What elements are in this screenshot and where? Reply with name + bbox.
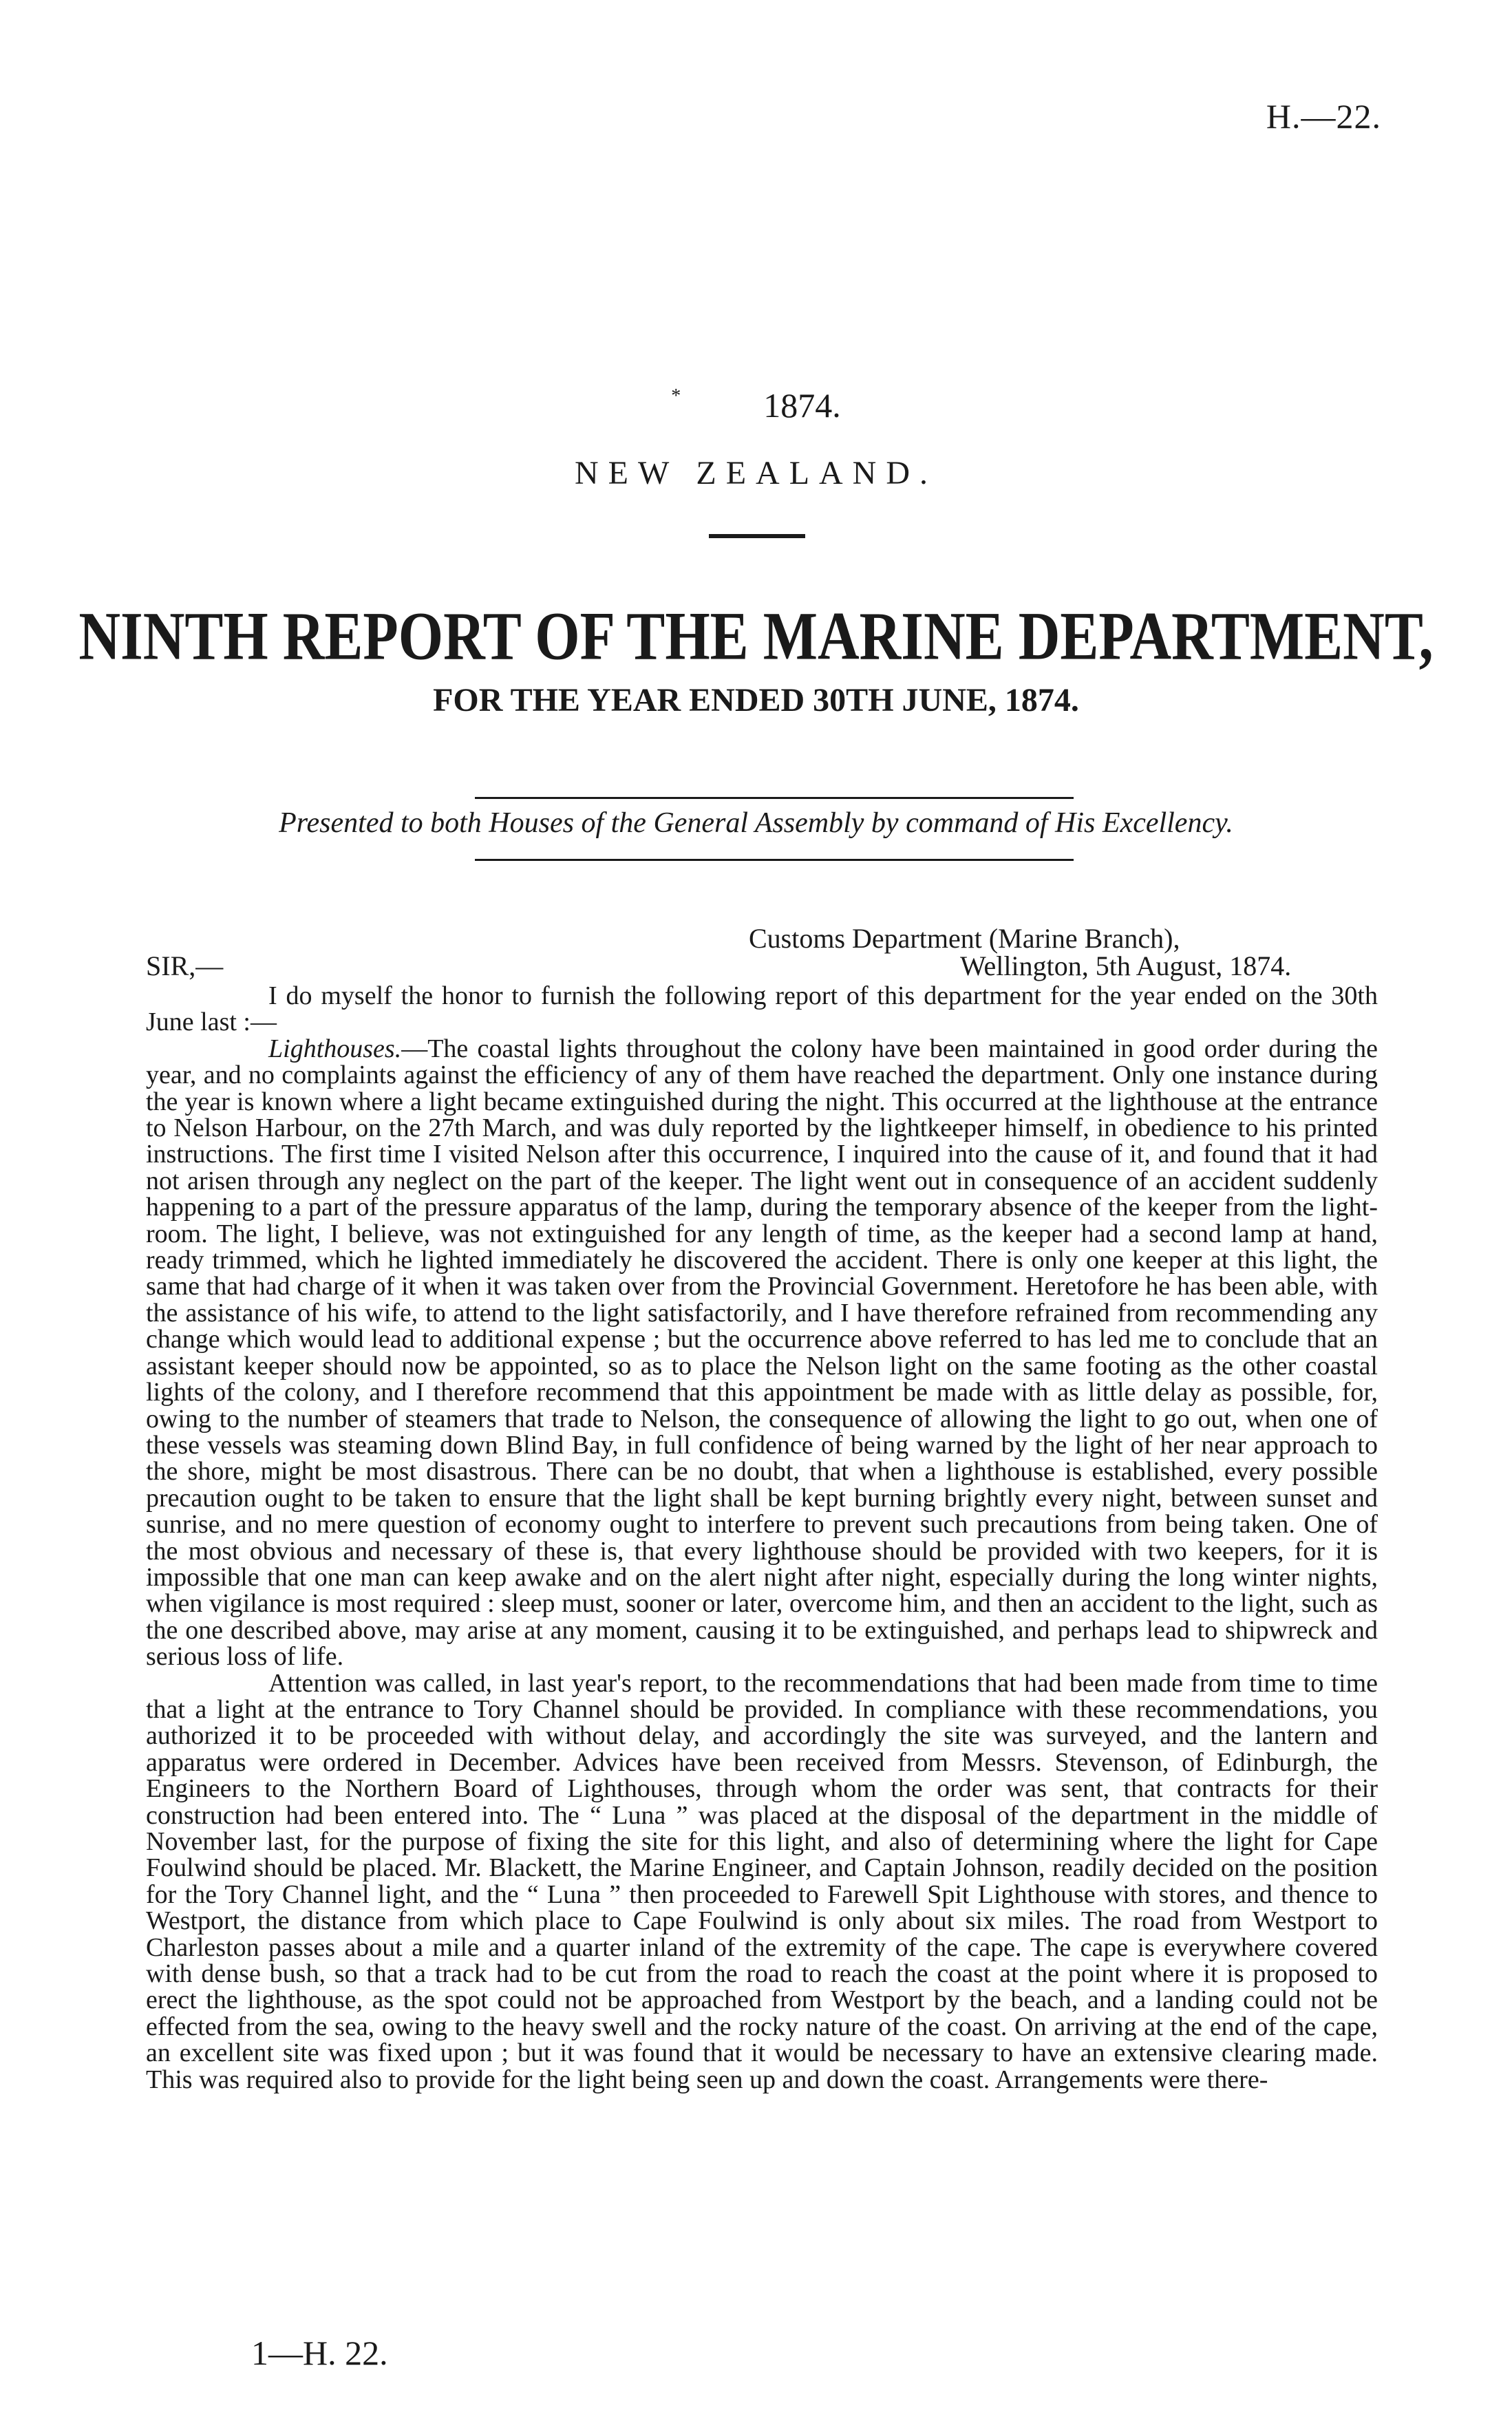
title-divider (709, 534, 805, 538)
presented-top-rule (475, 797, 1074, 799)
report-title: NINTH REPORT OF THE MARINE DEPARTMENT, (78, 599, 1434, 675)
intro-paragraph: I do myself the honor to furnish the following report of this department for the year ended on the 30th June last :— (146, 981, 1378, 1037)
lighthouses-paragraph (146, 1036, 1378, 1670)
salutation: SIR,— (146, 950, 224, 981)
country-heading: NEW ZEALAND. (574, 455, 938, 491)
sender-address-line-1: Customs Department (Marine Branch), (749, 923, 1180, 954)
letter-body (146, 983, 1378, 2093)
document-year: 1874. (763, 386, 841, 425)
presented-line: Presented to both Houses of the General Assembly by command of His Excellency. (279, 807, 1233, 839)
lighthouses-label: Lighthouses. (268, 1034, 402, 1063)
page-reference-footer: 1—H. 22. (251, 2334, 388, 2372)
tory-channel-paragraph: Attention was called, in last year's report, to the recommendations that had been made from time to time that a light at the entrance to Tory Channel should be provided. In compliance with these recommendations, you authorized it to be proceeded with without delay, and accordingly the site was surveyed, and the lantern and apparatus were ordered in December. Advices have been received from Messrs. Stevenson, of Edinburgh, the Engineers to the Northern Board of Lighthouses, through whom the order was sent, that contracts for their construction had been entered into. The “ Luna ” was placed at the disposal of the department in the middle of November last, for the purpose of fixing the site for this light, and also of determining where the light for Cape Foulwind should be placed. Mr. Blackett, the Marine Engineer, and Captain Johnson, readily decided on the position for the Tory Channel light, and the “ Luna ” then proceeded to Farewell Spit Lighthouse with stores, and thence to Westport, the distance from which place to Cape Foulwind is only about six miles. The road from Westport to Charleston passes about a mile and a quarter inland of the extremity of the cape. The cape is everywhere covered with dense bush, so that a track had to be cut from the road to reach the coast at the point where it is proposed to erect the lighthouse, as the spot could not be approached from Westport by the beach, and a landing could not be effected from the sea, owing to the heavy swell and the rocky nature of the coast. On arriving at the end of the cape, an excellent site was fixed upon ; but it was found that it would be necessary to have an extensive clearing made. This was required also to provide for the light being seen up and down the coast. Arrangements were there- (146, 1668, 1378, 2094)
report-subtitle: FOR THE YEAR ENDED 30TH JUNE, 1874. (433, 682, 1079, 718)
sender-address-line-2: Wellington, 5th August, 1874. (960, 950, 1292, 981)
presented-bottom-rule (475, 859, 1074, 861)
asterisk-mark: * (671, 385, 681, 407)
lighthouses-text: —The coastal lights throughout the colony have been maintained in good order during the year, and no complaints against the efficiency of any of them have reached the department. Only one instance during the year is known where a light became extinguished during the night. This occurred at the lighthouse at the entrance to Nelson Harbour, on the 27th March, and was duly reported by the lightkeeper himself, in obedience to his printed instructions. The first time I visited Nelson after this occurrence, I inquired into the cause of it, and found that it had not arisen through any neglect on the part of the keeper. The light went out in consequence of an accident suddenly happening to a part of the pressure apparatus of the lamp, during the temporary absence of the keeper from the light-room. The light, I believe, was not extinguished for any length of time, as the keeper had a second lamp at hand, ready trimmed, which he lighted immediately he discovered the accident. There is only one keeper at this light, the same that had charge of it when it was taken over from the Provincial Government. Heretofore he has been able, with the assistance of his wife, to attend to the light satisfactorily, and I have therefore refrained from recommending any change which would lead to additional expense ; but the occurrence above referred to has led me to conclude that an assistant keeper should now be appointed, so as to place the Nelson light on the same footing as the other coastal lights of the colony, and I therefore recommend that this appointment be made with as little delay as possible, for, owing to the number of steamers that trade to Nelson, the consequence of allowing the light to go out, when one of these vessels was steaming down Blind Bay, in full confidence of being warned by the light of her near approach to the shore, might be most disastrous. There can be no doubt, that when a lighthouse is established, every possible precaution ought to be taken to ensure that the light shall be kept burning brightly every night, between sunset and sunrise, and no mere question of economy ought to interfere to prevent such precautions from being taken. One of the most obvious and necessary of these is, that every lighthouse should be provided with two keepers, for it is impossible that one man can keep awake and on the alert night after night, especially during the long winter nights, when vigilance is most required : sleep must, sooner or later, overcome him, and then an accident to the light, such as the one described above, may arise at any moment, causing it to be extinguished, and perhaps lead to shipwreck and serious loss of life. (146, 1034, 1378, 1672)
document-year-line (0, 385, 1512, 425)
page-reference-header: H.—22. (1266, 97, 1381, 136)
